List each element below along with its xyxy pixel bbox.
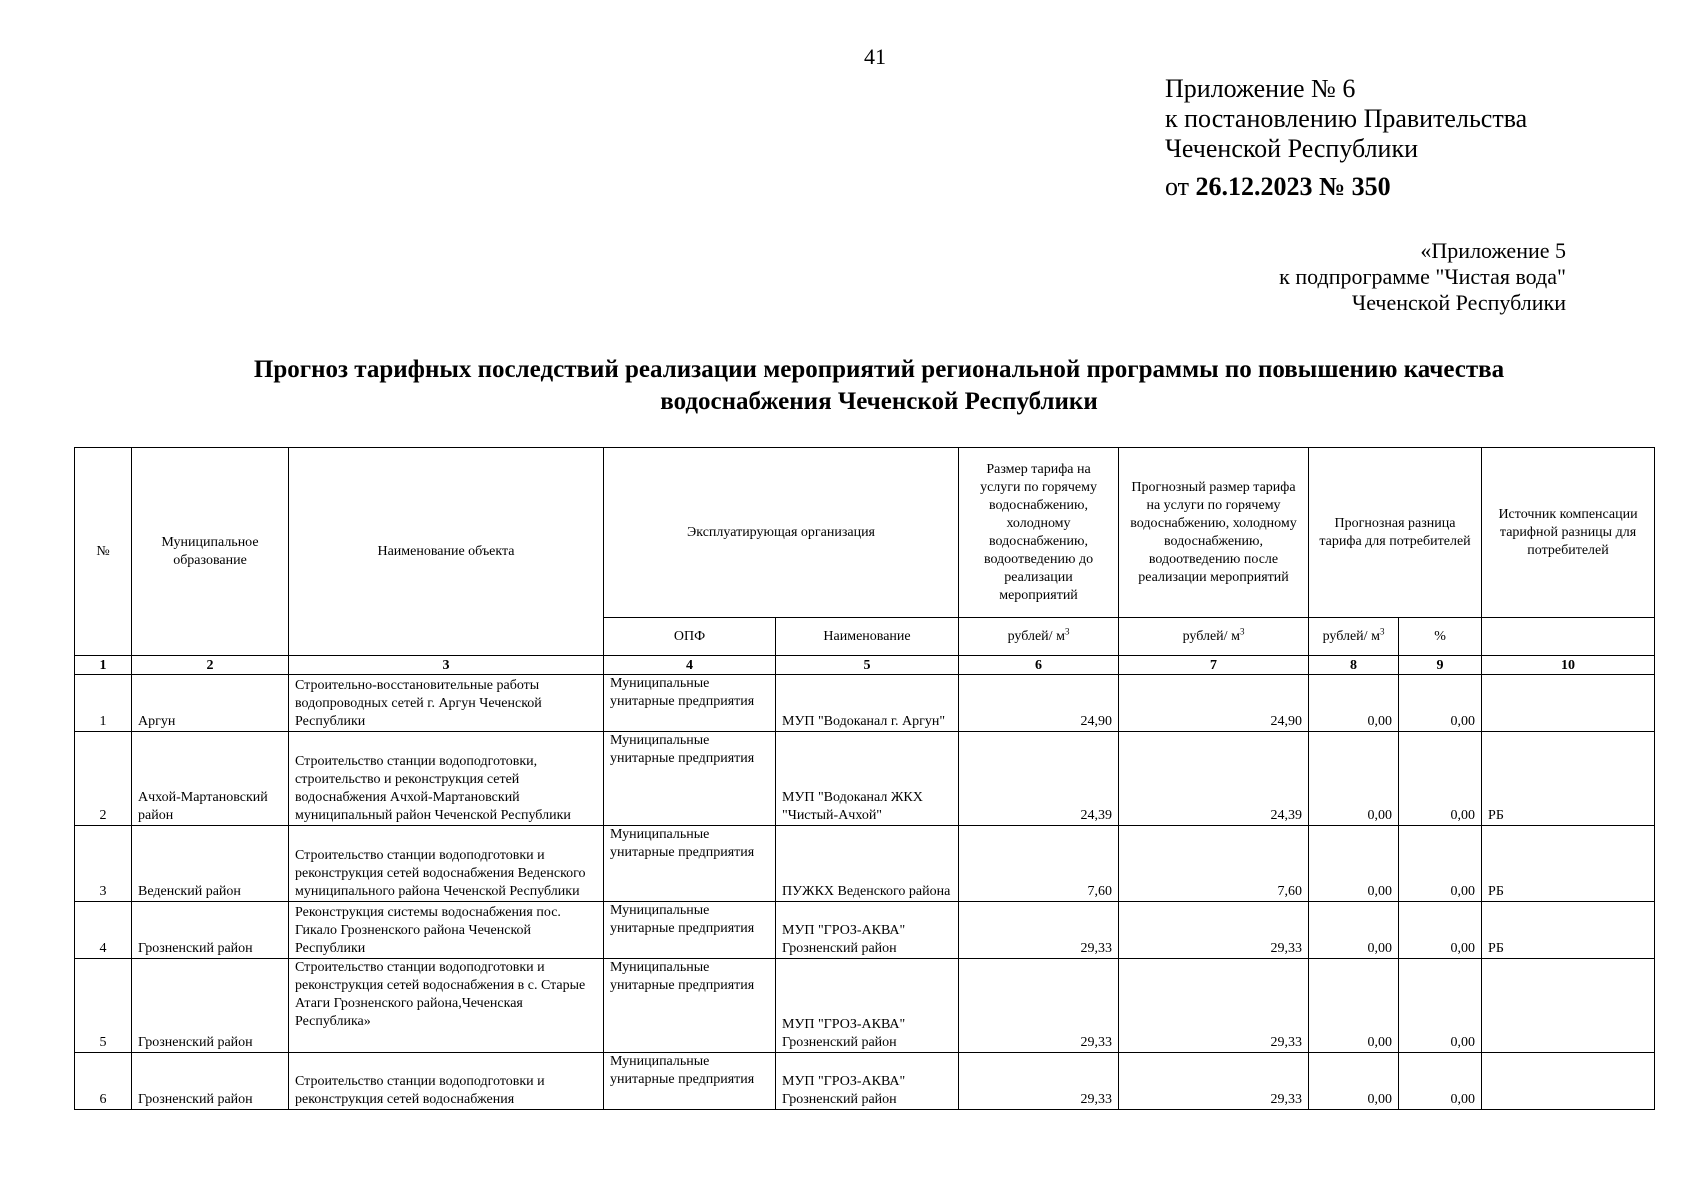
tariff-before-cell: 29,33 xyxy=(959,959,1119,1053)
diff-rub-cell: 0,00 xyxy=(1309,826,1399,902)
title-line-1: Прогноз тарифных последствий реализации мероприятий региональной программы по повышению качества xyxy=(253,356,1505,383)
header-operator: Эксплуатирующая организация xyxy=(604,448,959,618)
header-municipality: Муниципальное образование xyxy=(132,448,289,656)
diff-pct-cell: 0,00 xyxy=(1399,732,1482,826)
header-unit-7: рублей/ $м^3$ xyxy=(1119,618,1309,656)
subprogram-line-1: «Приложение 5 xyxy=(1420,238,1566,263)
appendix-date-line xyxy=(1165,172,1527,202)
resolution-number: 350 xyxy=(1351,172,1391,201)
document-title xyxy=(74,354,1684,418)
municipality-cell: Грозненский район xyxy=(132,959,289,1053)
subprogram-reference xyxy=(1279,238,1566,316)
tariff-after-cell: 29,33 xyxy=(1119,1053,1309,1110)
source-cell xyxy=(1482,675,1655,732)
diff-rub-cell: 0,00 xyxy=(1309,902,1399,959)
object-cell: Реконструкция системы водоснабжения пос. Гикало Грозненского района Чеченской Республики xyxy=(289,902,604,959)
header-unit-6: рублей/ $м^3$ xyxy=(959,618,1119,656)
header-tariff-after: Прогнозный размер тарифа на услуги по горячему водоснабжению, холодному водоснабжению, водоотведению после реализации мероприятий xyxy=(1119,448,1309,618)
row-number: 6 xyxy=(75,1053,132,1110)
operator-cell: МУП "Водоканал г. Аргун" xyxy=(776,675,959,732)
row-number: 2 xyxy=(75,732,132,826)
subprogram-line-2: к подпрограмме "Чистая вода" xyxy=(1279,264,1566,289)
header-source: Источник компенсации тарифной разницы для потребителей xyxy=(1482,448,1655,618)
municipality-cell: Грозненский район xyxy=(132,1053,289,1110)
table-row xyxy=(75,826,1655,902)
object-cell: Строительство станции водоподготовки и реконструкция сетей водоснабжения в с. Старые Атаги Грозненского района,Чеченская Республика» xyxy=(289,959,604,1053)
page-number: 41 xyxy=(864,44,886,69)
opf-cell: Муниципальные унитарные предприятия xyxy=(604,1053,776,1110)
operator-cell: МУП "ГРОЗ-АКВА" Грозненский район xyxy=(776,959,959,1053)
header-unit-8: рублей/ $м^3$ xyxy=(1309,618,1399,656)
column-number: 3 xyxy=(289,656,604,675)
date-prefix: от xyxy=(1165,172,1196,201)
header-operator-name: Наименование xyxy=(776,618,959,656)
title-line-2: водоснабжения Чеченской Республики xyxy=(660,388,1098,415)
object-cell: Строительство станции водоподготовки и реконструкция сетей водоснабжения xyxy=(289,1053,604,1110)
header-tariff-before: Размер тарифа на услуги по горячему водоснабжению, холодному водоснабжению, водоотведению до реализации мероприятий xyxy=(959,448,1119,618)
table-row xyxy=(75,732,1655,826)
row-number: 3 xyxy=(75,826,132,902)
diff-rub-cell: 0,00 xyxy=(1309,1053,1399,1110)
diff-pct-cell: 0,00 xyxy=(1399,826,1482,902)
column-number: 9 xyxy=(1399,656,1482,675)
municipality-cell: Ачхой-Мартановский район xyxy=(132,732,289,826)
diff-rub-cell: 0,00 xyxy=(1309,732,1399,826)
diff-pct-cell: 0,00 xyxy=(1399,902,1482,959)
operator-cell: МУП "ГРОЗ-АКВА" Грозненский район xyxy=(776,1053,959,1110)
appendix-title: Приложение № 6 xyxy=(1165,74,1356,103)
municipality-cell: Грозненский район xyxy=(132,902,289,959)
appendix-header xyxy=(1165,74,1527,202)
column-number: 4 xyxy=(604,656,776,675)
operator-cell: МУП "Водоканал ЖКХ "Чистый-Ачхой" xyxy=(776,732,959,826)
opf-cell: Муниципальные унитарные предприятия xyxy=(604,675,776,732)
header-object: Наименование объекта xyxy=(289,448,604,656)
source-cell: РБ xyxy=(1482,826,1655,902)
header-num: № xyxy=(75,448,132,656)
row-number: 5 xyxy=(75,959,132,1053)
source-cell xyxy=(1482,959,1655,1053)
column-number: 2 xyxy=(132,656,289,675)
tariff-table xyxy=(74,447,1655,1110)
diff-rub-cell: 0,00 xyxy=(1309,675,1399,732)
diff-pct-cell: 0,00 xyxy=(1399,1053,1482,1110)
object-cell: Строительно-восстановительные работы водопроводных сетей г. Аргун Чеченской Республики xyxy=(289,675,604,732)
table-row xyxy=(75,959,1655,1053)
appendix-line-2: к постановлению Правительства xyxy=(1165,104,1528,133)
column-numbers-row xyxy=(75,656,1655,675)
column-number: 10 xyxy=(1482,656,1655,675)
header-source-empty xyxy=(1482,618,1655,656)
tariff-before-cell: 29,33 xyxy=(959,902,1119,959)
column-number: 7 xyxy=(1119,656,1309,675)
table-row xyxy=(75,1053,1655,1110)
table-row xyxy=(75,675,1655,732)
tariff-after-cell: 29,33 xyxy=(1119,902,1309,959)
tariff-before-cell: 24,39 xyxy=(959,732,1119,826)
header-opf: ОПФ xyxy=(604,618,776,656)
tariff-after-cell: 7,60 xyxy=(1119,826,1309,902)
operator-cell: ПУЖКХ Веденского района xyxy=(776,826,959,902)
object-cell: Строительство станции водоподготовки, строительство и реконструкция сетей водоснабжения Ачхой-Мартановский муниципальный район Чеченской Республики xyxy=(289,732,604,826)
diff-rub-cell: 0,00 xyxy=(1309,959,1399,1053)
appendix-line-3: Чеченской Республики xyxy=(1165,134,1419,163)
municipality-cell: Аргун xyxy=(132,675,289,732)
header-percent: % xyxy=(1399,618,1482,656)
table-row xyxy=(75,902,1655,959)
tariff-before-cell: 24,90 xyxy=(959,675,1119,732)
opf-cell: Муниципальные унитарные предприятия xyxy=(604,959,776,1053)
operator-cell: МУП "ГРОЗ-АКВА" Грозненский район xyxy=(776,902,959,959)
opf-cell: Муниципальные унитарные предприятия xyxy=(604,902,776,959)
header-difference: Прогнозная разница тарифа для потребителей xyxy=(1309,448,1482,618)
opf-cell: Муниципальные унитарные предприятия xyxy=(604,732,776,826)
source-cell: РБ xyxy=(1482,902,1655,959)
source-cell: РБ xyxy=(1482,732,1655,826)
diff-pct-cell: 0,00 xyxy=(1399,959,1482,1053)
tariff-before-cell: 7,60 xyxy=(959,826,1119,902)
municipality-cell: Веденский район xyxy=(132,826,289,902)
tariff-after-cell: 24,90 xyxy=(1119,675,1309,732)
column-number: 1 xyxy=(75,656,132,675)
column-number: 5 xyxy=(776,656,959,675)
number-prefix: № xyxy=(1312,172,1352,201)
resolution-date: 26.12.2023 xyxy=(1195,172,1313,201)
object-cell: Строительство станции водоподготовки и реконструкция сетей водоснабжения Веденского муниципального района Чеченской Республики xyxy=(289,826,604,902)
subprogram-line-3: Чеченской Республики xyxy=(1351,290,1566,315)
row-number: 4 xyxy=(75,902,132,959)
tariff-after-cell: 29,33 xyxy=(1119,959,1309,1053)
tariff-after-cell: 24,39 xyxy=(1119,732,1309,826)
tariff-before-cell: 29,33 xyxy=(959,1053,1119,1110)
column-number: 6 xyxy=(959,656,1119,675)
opf-cell: Муниципальные унитарные предприятия xyxy=(604,826,776,902)
row-number: 1 xyxy=(75,675,132,732)
source-cell xyxy=(1482,1053,1655,1110)
column-number: 8 xyxy=(1309,656,1399,675)
diff-pct-cell: 0,00 xyxy=(1399,675,1482,732)
